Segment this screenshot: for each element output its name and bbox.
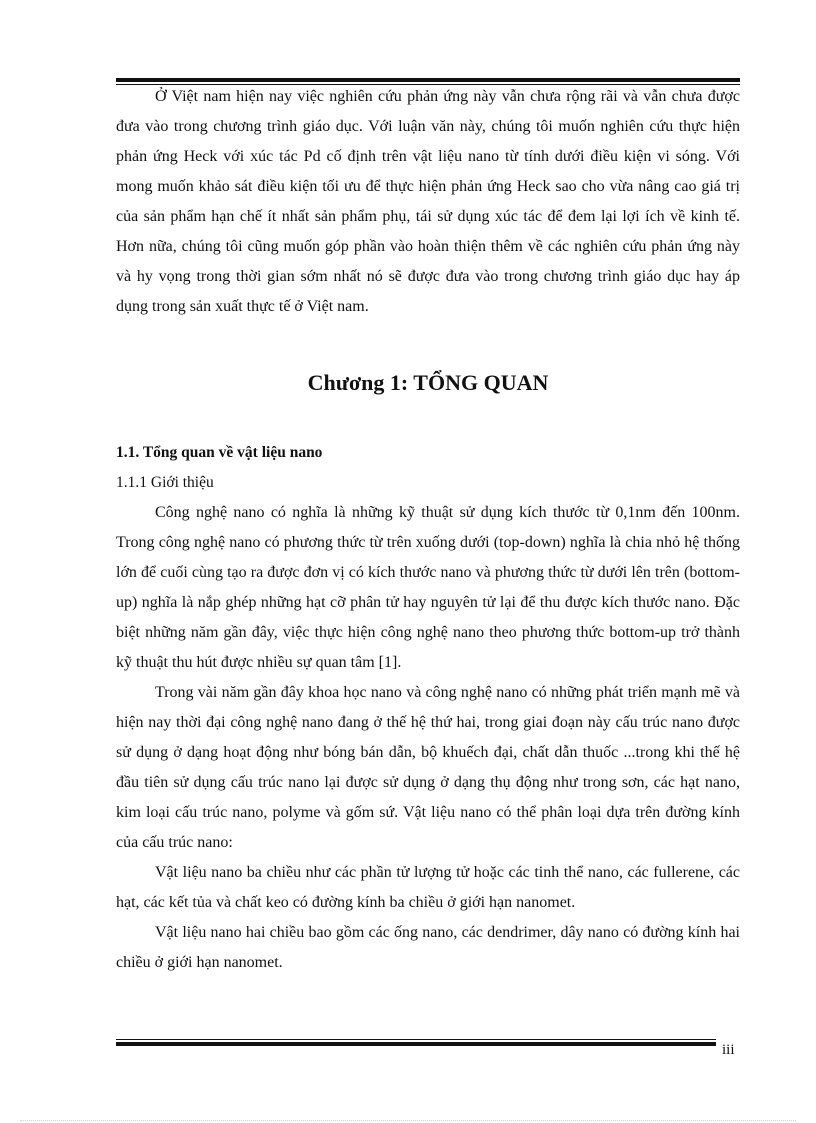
body-paragraph: Công nghệ nano có nghĩa là những kỹ thuật sử dụng kích thước từ 0,1nm đến 100nm. Trong công nghệ nano có phương thức từ trên xuống dưới (top-down) nghĩa là chia nhỏ hệ thống lớn để cuối cùng tạo ra được đơn vị có kích thước nano và phương thức từ dưới lên trên (bottom-up) nghĩa là nắp ghép những hạt cỡ phân tử hay nguyên tử lại để thu được kích thước nano. Đặc biệt những năm gần đây, việc thực hiện công nghệ nano theo phương thức bottom-up trở thành kỹ thuật thu hút được nhiều sự quan tâm [1]. [116,504,740,671]
subsection-heading: 1.1.1 Giới thiệu [116,474,214,491]
body-paragraph: Vật liệu nano ba chiều như các phần tử lượng tử hoặc các tinh thể nano, các fullerene, các hạt, các kết tủa và chất keo có đường kính ba chiều ở giới hạn nanomet. [116,864,740,911]
body-paragraph: Trong vài năm gần đây khoa học nano và công nghệ nano có những phát triển mạnh mẽ và hiện nay thời đại công nghệ nano đang ở thế hệ thứ hai, trong giai đoạn này cấu trúc nano được sử dụng ở dạng hoạt động như bóng bán dẫn, bộ khuếch đại, chất dẫn thuốc ...trong khi thế hệ đầu tiên sử dụng cấu trúc nano lại được sử dụng ở dạng thụ động như trong sơn, các hạt nano, kim loại cấu trúc nano, polyme và gốm sứ. Vật liệu nano có thể phân loại dựa trên đường kính của cấu trúc nano: [116,684,740,851]
footer-rule-thin [116,1039,716,1040]
chapter-title: Chương 1: TỔNG QUAN [307,370,549,395]
page-bottom-dotted-line [20,1120,796,1121]
intro-paragraph: Ở Việt nam hiện nay việc nghiên cứu phản ứng này vẫn chưa rộng rãi và vẫn chưa được đưa vào trong chương trình giáo dục. Với luận văn này, chúng tôi muốn nghiên cứu thực hiện phản ứng Heck với xúc tác Pd cố định trên vật liệu nano từ tính dưới điều kiện vi sóng. Với mong muốn khảo sát điều kiện tối ưu để thực hiện phản ứng Heck sao cho vừa nâng cao giá trị của sản phẩm hạn chế ít nhất sản phẩm phụ, tái sử dụng xúc tác để đem lại lợi ích về kinh tế. Hơn nữa, chúng tôi cũng muốn góp phần vào hoàn thiện thêm về các nghiên cứu phản ứng này và hy vọng trong thời gian sớm nhất nó sẽ được đưa vào trong chương trình giáo dục hay áp dụng trong sản xuất thực tế ở Việt nam. [116,88,740,315]
body-paragraph: Vật liệu nano hai chiều bao gồm các ống nano, các dendrimer, dây nano có đường kính hai chiều ở giới hạn nanomet. [116,924,740,971]
page-content [116,82,740,978]
section-heading: 1.1. Tổng quan về vật liệu nano [116,444,323,461]
footer-rule-thick [116,1042,716,1046]
page-number: iii [722,1042,735,1058]
